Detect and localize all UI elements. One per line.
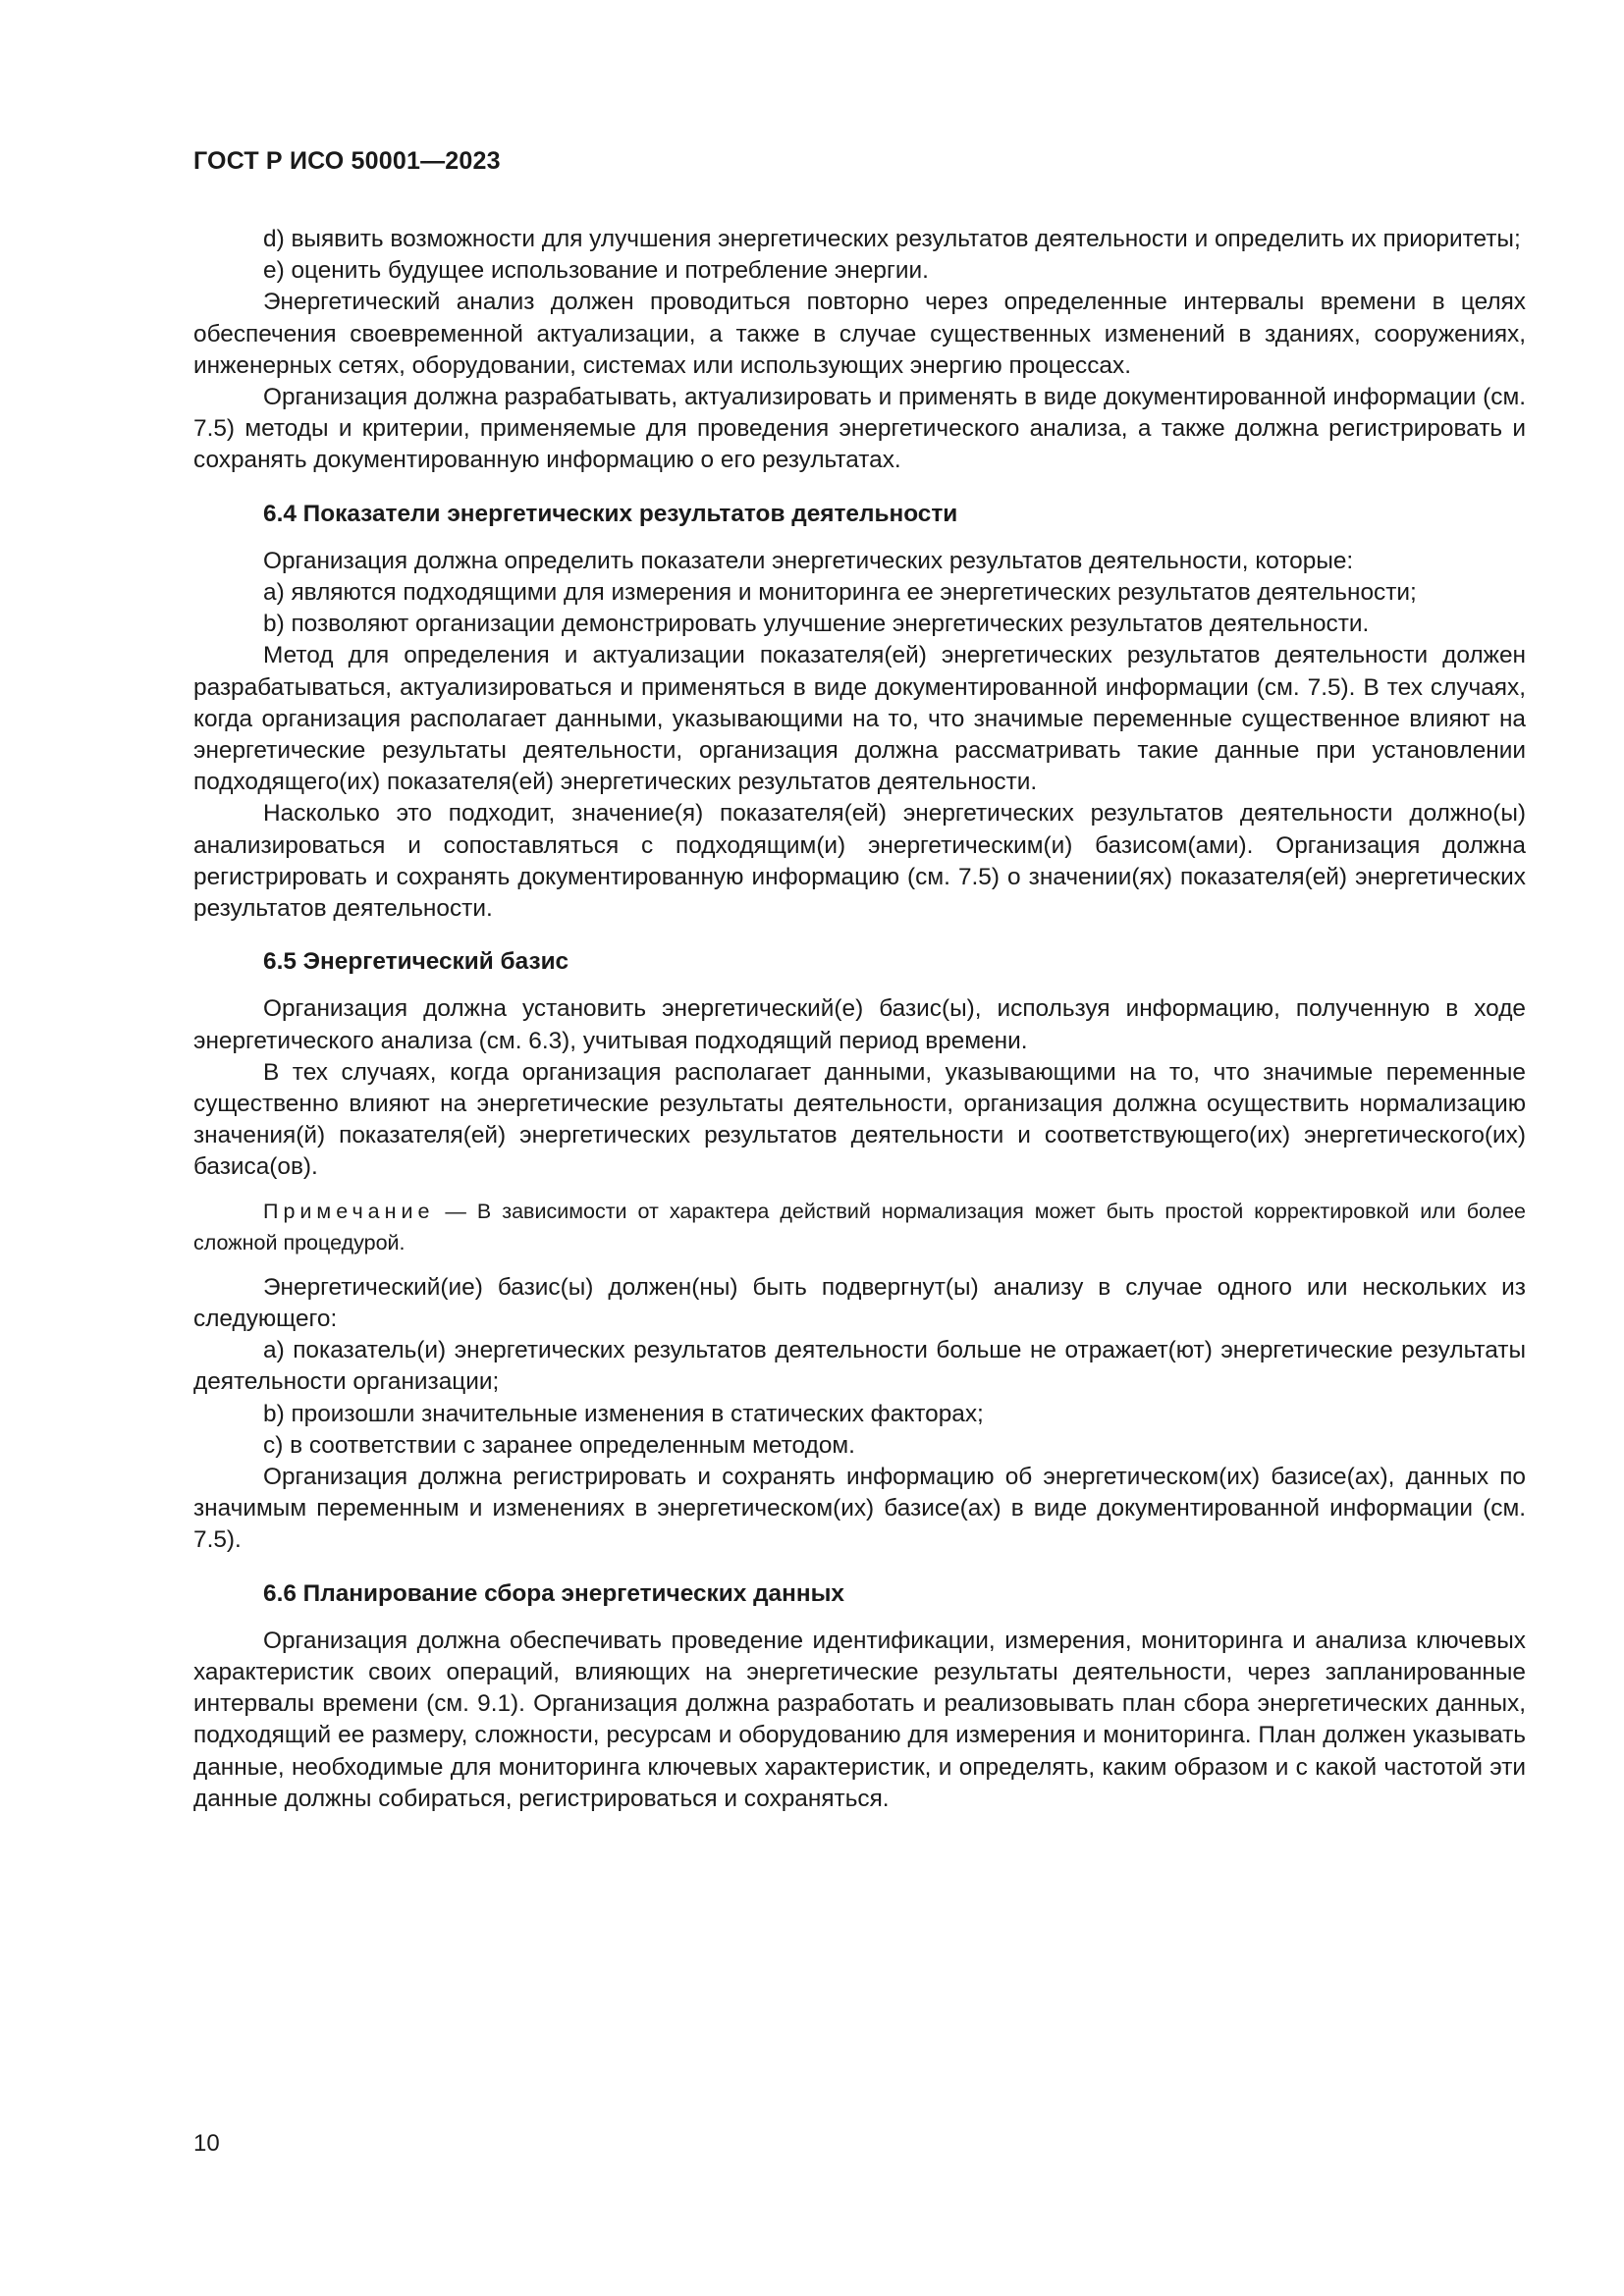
paragraph: Организация должна определить показатели энергетических результатов деятельности, которые: xyxy=(263,547,1354,574)
paragraph: Организация должна разрабатывать, актуализировать и применять в виде документированной информации (см. 7.5) методы и критерии, применяемые для проведения энергетического анализа, а также должна регистрировать и сохранять документированную информацию о его результатах. xyxy=(193,384,1526,474)
note-label: Примечание xyxy=(263,1199,435,1223)
paragraph: b) позволяют организации демонстрировать улучшение энергетических результатов деятельности. xyxy=(263,611,1370,638)
paragraph: Энергетический анализ должен проводиться повторно через определенные интервалы времени в целях обеспечения своевременной актуализации, а также в случае существенных изменений в зданиях, сооружениях, инженерных сетях, оборудовании, системах или использующих энергию процессах. xyxy=(193,289,1526,379)
paragraph: Организация должна регистрировать и сохранять информацию об энергетическом(их) базисе(ах), данных по значимым переменным и изменениях в энергетическом(их) базисе(ах) в виде документированной информации (см. 7.5). xyxy=(193,1463,1526,1554)
paragraph: Организация должна установить энергетический(е) базис(ы), используя информацию, полученную в ходе энергетического анализа (см. 6.3), учитывая подходящий период времени. xyxy=(193,995,1526,1054)
note-text: — В зависимости от характера действий нормализация может быть простой корректировкой или более сложной процедурой. xyxy=(193,1199,1526,1255)
paragraph: Организация должна обеспечивать проведение идентификации, измерения, мониторинга и анализа ключевых характеристик своих операций, влияющих на энергетические результаты деятельности, через запланированные интервалы времени (см. 9.1). Организация должна разработать и реализовывать план сбора энергетических данных, подходящий ее размеру, сложности, ресурсам и оборудованию для измерения и мониторинга. План должен указывать данные, необходимые для мониторинга ключевых характеристик, и определять, каким образом и с какой частотой эти данные должны собираться, регистрироваться и сохраняться. xyxy=(193,1627,1526,1812)
section-heading-6-5: 6.5 Энергетический базис xyxy=(263,948,569,976)
document-header: ГОСТ Р ИСО 50001—2023 xyxy=(193,147,501,175)
paragraph: е) оценить будущее использование и потребление энергии. xyxy=(263,257,929,285)
page-number: 10 xyxy=(193,2130,220,2157)
note xyxy=(193,1196,1526,1258)
paragraph: d) выявить возможности для улучшения энергетических результатов деятельности и определить их приоритеты; xyxy=(263,226,1521,252)
paragraph: Энергетический(ие) базис(ы) должен(ны) быть подвергнут(ы) анализу в случае одного или нескольких из следующего: xyxy=(193,1273,1526,1332)
paragraph: а) являются подходящими для измерения и мониторинга ее энергетических результатов деятельности; xyxy=(263,579,1417,607)
paragraph: с) в соответствии с заранее определенным методом. xyxy=(263,1431,855,1459)
document-page xyxy=(193,0,1526,2296)
paragraph: Насколько это подходит, значение(я) показателя(ей) энергетических результатов деятельности должно(ы) анализироваться и сопоставляться с подходящим(и) энергетическим(и) базисом(ами). Организация должна регистрировать и сохранять документированную информацию (см. 7.5) о значении(ях) показателя(ей) энергетических результатов деятельности. xyxy=(193,800,1526,923)
paragraph: Метод для определения и актуализации показателя(ей) энергетических результатов деятельности должен разрабатываться, актуализироваться и применяться в виде документированной информации (см. 7.5). В тех случаях, когда организация располагает данными, указывающими на то, что значимые переменные существенное влияют на энергетические результаты деятельности, организация должна рассматривать такие данные при установлении подходящего(их) показателя(ей) энергетических результатов деятельности. xyxy=(193,642,1526,796)
document-body xyxy=(193,224,1526,1815)
section-heading-6-4: 6.4 Показатели энергетических результатов деятельности xyxy=(263,500,958,527)
section-heading-6-6: 6.6 Планирование сбора энергетических данных xyxy=(263,1579,844,1607)
paragraph: а) показатель(и) энергетических результатов деятельности больше не отражает(ют) энергетические результаты деятельности организации; xyxy=(193,1337,1526,1396)
paragraph: b) произошли значительные изменения в статических факторах; xyxy=(263,1400,984,1427)
paragraph: В тех случаях, когда организация располагает данными, указывающими на то, что значимые переменные существенно влияют на энергетические результаты деятельности, организация должна осуществить нормализацию значения(й) показателя(ей) энергетических результатов деятельности и соответствующего(их) энергетического(их) базиса(ов). xyxy=(193,1058,1526,1181)
